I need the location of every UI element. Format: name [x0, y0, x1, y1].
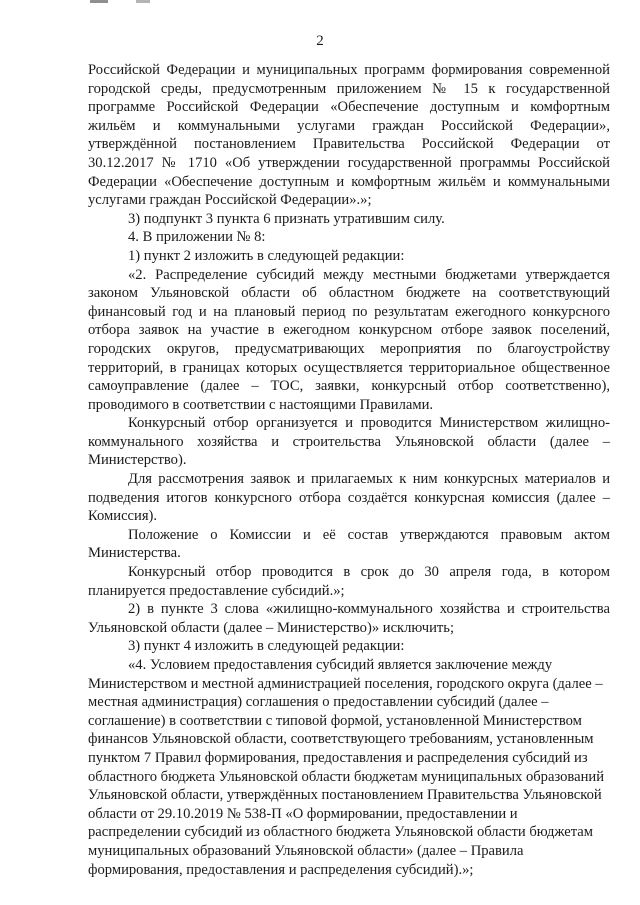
- paragraph-appendix-8: 4. В приложении № 8:: [128, 229, 266, 246]
- paragraph-point-2-edit: 1) пункт 2 изложить в следующей редакции:: [128, 247, 405, 264]
- paragraph-point-4-edit: 3) пункт 4 изложить в следующей редакции:: [128, 638, 405, 655]
- scan-artifact: [90, 0, 230, 3]
- paragraph-competition: Конкурсный отбор организуется и проводится Министерством жилищно-коммунального хозяйства и строительства Ульяновской области (далее – Министерство).: [88, 415, 610, 469]
- page-number: 2: [316, 33, 324, 49]
- paragraph-subpoint-3: 3) подпункт 3 пункта 6 признать утратившим силу.: [128, 210, 445, 227]
- paragraph-conditions: «4. Условием предоставления субсидий является заключение между Министерством и местной администрацией поселения, городского округа (далее – местная администрация) соглашения о предоставлении субсидий (далее – соглашение) в соответствии с типовой формой, установленной Министерством финансов Ульяновской области, соответствующего требованиям, установленным пунктом 7 Правил формирования, предоставления и распределения субсидий из областного бюджета Ульяновской области бюджетам муниципальных образований Ульяновской области, утверждённых постановлением Правительства Ульяновской области от 29.10.2019 № 538-П «О формировании, предоставлении и распределении субсидий из областного бюджета Ульяновской области бюджетам муниципальных образований Ульяновской области» (далее – Правила формирования, предоставления и распределения субсидий).»;: [88, 657, 605, 878]
- paragraph-distribution: «2. Распределение субсидий между местными бюджетами утверждается законом Ульяновской области об областном бюджете на соответствующий финансовый год и на плановый период по результатам ежегодного конкурсного отбора заявок на участие в ежегодном конкурсном отборе заявок поселений, городских округов, предусматривающих мероприятия по благоустройству территорий, в границах которых осуществляется территориальное общественное самоуправление (далее – ТОС, заявки, конкурсный отбор соответственно), проводимого в соответствии с настоящими Правилами.: [88, 266, 610, 413]
- paragraph-commission: Для рассмотрения заявок и прилагаемых к ним конкурсных материалов и подведения итогов конкурсного отбора создаётся конкурсная комиссия (далее – Комиссия).: [88, 471, 610, 525]
- document-body: [88, 61, 610, 879]
- paragraph-point-3: 2) в пункте 3 слова «жилищно-коммунального хозяйства и строительства Ульяновской области (далее – Министерство)» исключить;: [88, 601, 610, 636]
- paragraph-commission-status: Положение о Комиссии и её состав утверждаются правовым актом Министерства.: [88, 526, 610, 562]
- paragraph-continuation: Российской Федерации и муниципальных программ формирования современной городской среды, предусмотренным приложением № 15 к государственной программе Российской Федерации «Обеспечение доступным и комфортным жильём и коммунальными услугами граждан Российской Федерации», утверждённой постановлением Правительства Российской Федерации от 30.12.2017 № 1710 «Об утверждении государственной программы Российской Федерации «Обеспечение доступным и комфортным жильём и коммунальными услугами граждан Российской Федерации».»;: [88, 62, 610, 209]
- paragraph-deadline: Конкурсный отбор проводится в срок до 30 апреля года, в котором планируется предоставление субсидий.»;: [88, 564, 610, 599]
